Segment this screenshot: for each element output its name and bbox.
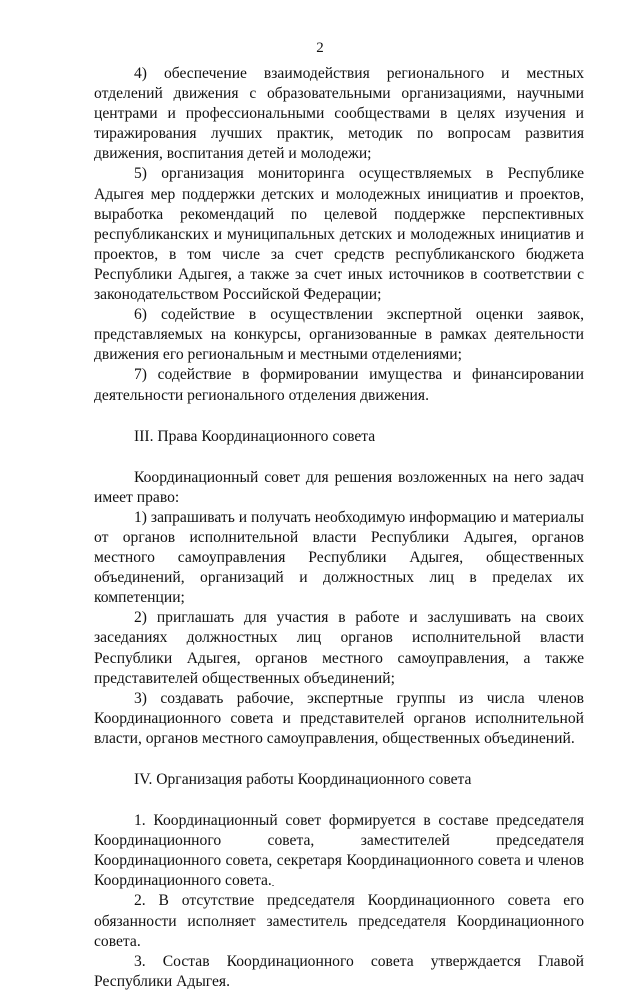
document-body	[94, 64, 584, 992]
paragraph-item-7: 7) содействие в формировании имущества и финансировании деятельности регионального отделения движения.	[94, 366, 584, 404]
spacer	[94, 790, 584, 811]
rights-intro: Координационный совет для решения возложенных на него задач имеет право:	[94, 468, 584, 506]
paragraph-item-6: 6) содействие в осуществлении экспертной оценки заявок, представляемых на конкурсы, организованные в рамках деятельности движения его региональным и местными отделениями;	[94, 306, 584, 364]
spacer	[94, 749, 584, 770]
paragraph-item-5: 5) организация мониторинга осуществляемых в Республике Адыгея мер поддержки детских и молодежных инициатив и проектов, выработка рекомендаций по целевой поддержке перспективных республиканских и муниципальных детских и молодежных инициатив и проектов, в том числе за счет средств республиканского бюджета Республики Адыгея, а также за счет иных источников в соответствии с законодательством Российской Федерации;	[94, 165, 584, 304]
rights-item-3: 3) создавать рабочие, экспертные группы из числа членов Координационного совета и представителей органов исполнительной власти, органов местного самоуправления, общественных объединений.	[94, 689, 584, 747]
rights-item-2: 2) приглашать для участия в работе и заслушивать на своих заседаниях должностных лиц органов исполнительной власти Республики Адыгея, органов местного самоуправления, а также представителей общественных объединений;	[94, 609, 584, 687]
scan-artifact	[272, 885, 274, 886]
organization-item-3: 3. Состав Координационного совета утверждается Главой Республики Адыгея.	[94, 952, 584, 990]
section-title-organization: IV. Организация работы Координационного совета	[134, 771, 472, 788]
organization-item-1: 1. Координационный совет формируется в составе председателя Координационного совета, заместителей председателя Координационного совета, секретаря Координационного совета и членов Координационного совета.	[94, 812, 584, 890]
page-number: 2	[316, 40, 324, 56]
section-title-rights: III. Права Координационного совета	[134, 427, 376, 445]
organization-item-2: 2. В отсутствие председателя Координационного совета его обязанности исполняет заместитель председателя Координационного совета.	[94, 892, 584, 950]
paragraph-item-4: 4) обеспечение взаимодействия регионального и местных отделений движения с образовательными организациями, научными центрами и профессиональными сообществами в целях изучения и тиражирования лучших практик, методик по вопросам развития движения, воспитания детей и молодежи;	[94, 65, 584, 163]
spacer	[94, 447, 584, 468]
rights-item-1: 1) запрашивать и получать необходимую информацию и материалы от органов исполнительной власти Республики Адыгея, органов местного самоуправления Республики Адыгея, общественных объединений, организаций и должностных лиц в пределах их компетенции;	[94, 508, 584, 607]
spacer	[94, 406, 584, 427]
